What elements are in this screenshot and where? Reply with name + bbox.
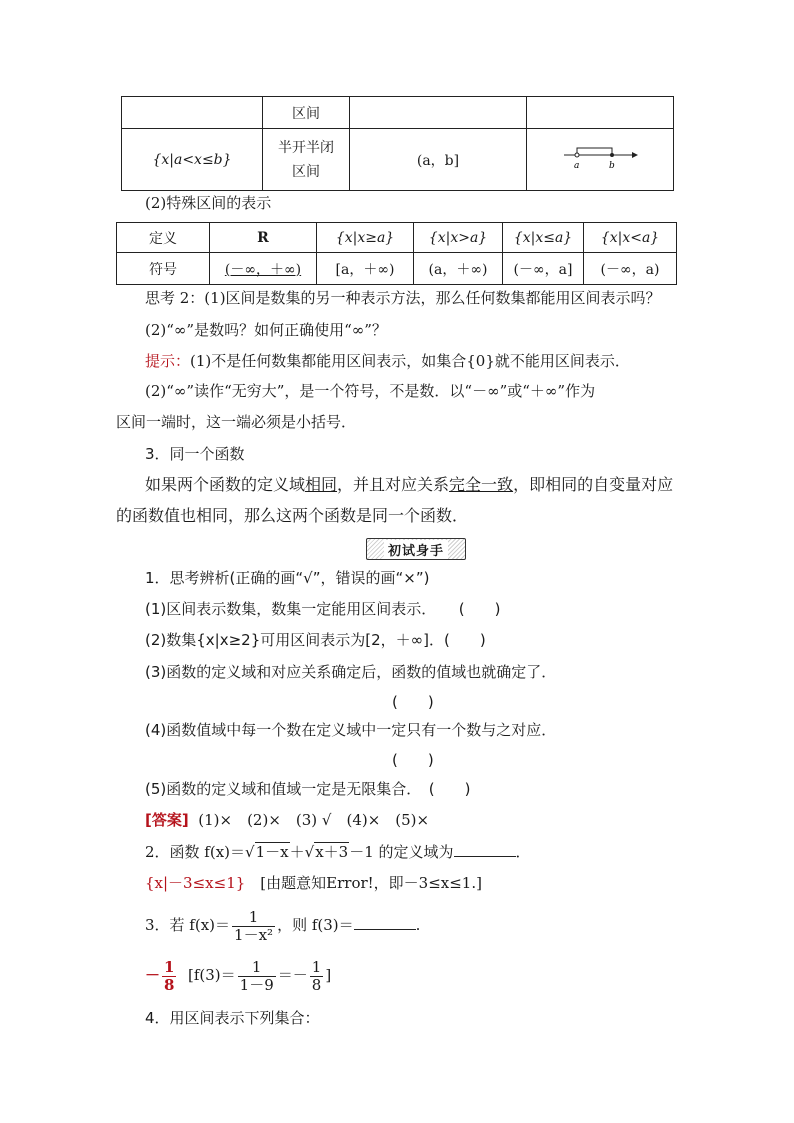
table1-type-line1: 半开半闭 <box>278 139 334 156</box>
q2-end: ． <box>515 843 531 861</box>
q2-pre: 2．函数 f(x)＝ <box>145 843 246 861</box>
number-line-diagram <box>560 143 640 173</box>
hint-label: 提示： <box>145 352 191 370</box>
q3-expl-pre: [f(3)＝ <box>188 966 236 984</box>
q3-expl-num2: 1 <box>311 957 322 976</box>
q1-statement5: (5)函数的定义域和值域一定是无限集合． ( ) <box>145 780 471 798</box>
sec3-underline-same: 相同 <box>305 475 338 494</box>
table2-head-r: R <box>210 223 317 253</box>
table1-set: {x|a<x≤b} <box>122 129 263 191</box>
q4-title: 4．用区间表示下列集合： <box>145 1009 320 1027</box>
q3-ans-sign: － <box>145 966 161 984</box>
q2-plus: ＋ <box>289 843 305 861</box>
q3-expl-den2: 8 <box>311 975 322 994</box>
table2-head-le: {x|x≤a} <box>503 223 584 253</box>
section3-para-line2: 的函数值也相同，那么这两个函数是同一个函数． <box>116 506 469 525</box>
q3-pre: 3．若 f(x)＝ <box>145 916 231 934</box>
table1-cell-graph-empty <box>527 97 674 129</box>
q3-ans-num: 1 <box>164 957 175 976</box>
section3-title: 3．同一个函数 <box>145 445 245 463</box>
table2-symbol-lt: (－∞，a) <box>584 253 677 285</box>
table2-symbol-le: (－∞，a] <box>503 253 584 285</box>
numline-label-a: a <box>574 160 580 171</box>
q2-answer <box>145 873 482 893</box>
q1-statement2: (2)数集{x|x≥2}可用区间表示为[2，＋∞]．( ) <box>145 631 486 649</box>
table1-cell-type: 区间 <box>263 97 350 129</box>
q1-answer <box>145 810 429 830</box>
q1-title: 1．思考辨析(正确的画“√”，错误的画“×”) <box>145 569 430 587</box>
sec3-text-e: ，即相同的自变量对应 <box>513 475 674 494</box>
table2-head-definition: 定义 <box>117 223 210 253</box>
answer-label: [答案] <box>145 811 189 829</box>
q1-statement3-blank: ( ) <box>392 693 434 711</box>
table2-symbol-ge: [a，＋∞) <box>317 253 414 285</box>
think2-question2: (2)“∞”是数吗？如何正确使用“∞”？ <box>145 321 387 339</box>
section3-para-line1 <box>145 475 673 495</box>
table1-cell-interval-empty <box>350 97 527 129</box>
table1-cell-set-empty <box>122 97 263 129</box>
table1-type-line2: 区间 <box>292 163 320 180</box>
q2-blank <box>454 842 516 857</box>
q3-num: 1 <box>232 909 275 927</box>
q3-den: 1－x² <box>234 925 274 944</box>
q3-expl-end: ] <box>325 966 332 984</box>
q2-question: 2．函数 f(x)＝√1－x＋√x＋3－1 的定义域为 ． <box>145 843 531 861</box>
special-interval-title: (2)特殊区间的表示 <box>145 194 272 212</box>
table1-type <box>263 129 350 191</box>
table1-interval: (a，b] <box>350 129 527 191</box>
special-interval-table <box>116 222 677 285</box>
think2-question1: 思考 2：(1)区间是数集的另一种表示方法，那么任何数集都能用区间表示吗？ <box>145 289 661 307</box>
sec3-text-c: ，并且对应关系 <box>337 475 450 494</box>
table2-symbol-r: (－∞，＋∞) <box>210 253 317 285</box>
q3-expl-mid: ＝－ <box>277 966 308 984</box>
q1-statement4: (4)函数值域中每一个数在定义域中一定只有一个数与之对应． <box>145 721 557 739</box>
q2-radicand1: 1－x <box>255 843 289 861</box>
table2-symbol-gt: (a，＋∞) <box>414 253 503 285</box>
try-it-label: 初试身手 <box>384 540 448 559</box>
q3-question <box>145 905 420 945</box>
table2-head-ge: {x|x≥a} <box>317 223 414 253</box>
table1-numberline <box>527 129 674 191</box>
table2-head-gt: {x|x>a} <box>414 223 503 253</box>
q3-end: . <box>415 916 421 934</box>
q3-expl-den: 1－9 <box>239 975 274 994</box>
q1-statement3: (3)函数的定义域和对应关系确定后，函数的值域也就确定了． <box>145 663 557 681</box>
q3-ans-den: 8 <box>164 975 175 994</box>
q1-statement1: (1)区间表示数集，数集一定能用区间表示． ( ) <box>145 600 501 618</box>
q3-post: ，则 f(3)＝ <box>277 916 354 934</box>
interval-table-continued <box>121 96 674 191</box>
hint-line3: 区间一端时，这一端必须是小括号． <box>116 413 357 431</box>
q1-statement4-blank: ( ) <box>392 751 434 769</box>
sec3-text-a: 如果两个函数的定义域 <box>145 475 306 494</box>
q2-explanation: [由题意知Error!，即－3≤x≤1.] <box>245 874 482 892</box>
table2-row-symbol: 符号 <box>117 253 210 285</box>
q2-radicand2: x＋3 <box>315 843 349 861</box>
q3-answer <box>145 955 331 995</box>
sec3-underline-consistent: 完全一致 <box>449 475 514 494</box>
hint-line2: (2)“∞”读作“无穷大”，是一个符号，不是数．以“－∞”或“＋∞”作为 <box>145 382 596 400</box>
numline-label-b: b <box>609 160 615 171</box>
q2-post: －1 的定义域为 <box>349 843 454 861</box>
q3-expl-num: 1 <box>238 959 276 977</box>
hint-text1: (1)不是任何数集都能用区间表示，如集合{0}就不能用区间表示． <box>190 352 630 370</box>
q2-answer-set: {x|－3≤x≤1} <box>145 874 246 892</box>
q3-blank <box>354 915 416 930</box>
answer-text: (1)× (2)× (3) √ (4)× (5)× <box>198 811 430 829</box>
table2-head-lt: {x|x<a} <box>584 223 677 253</box>
try-it-banner <box>366 538 466 560</box>
hint-line1 <box>145 351 630 371</box>
